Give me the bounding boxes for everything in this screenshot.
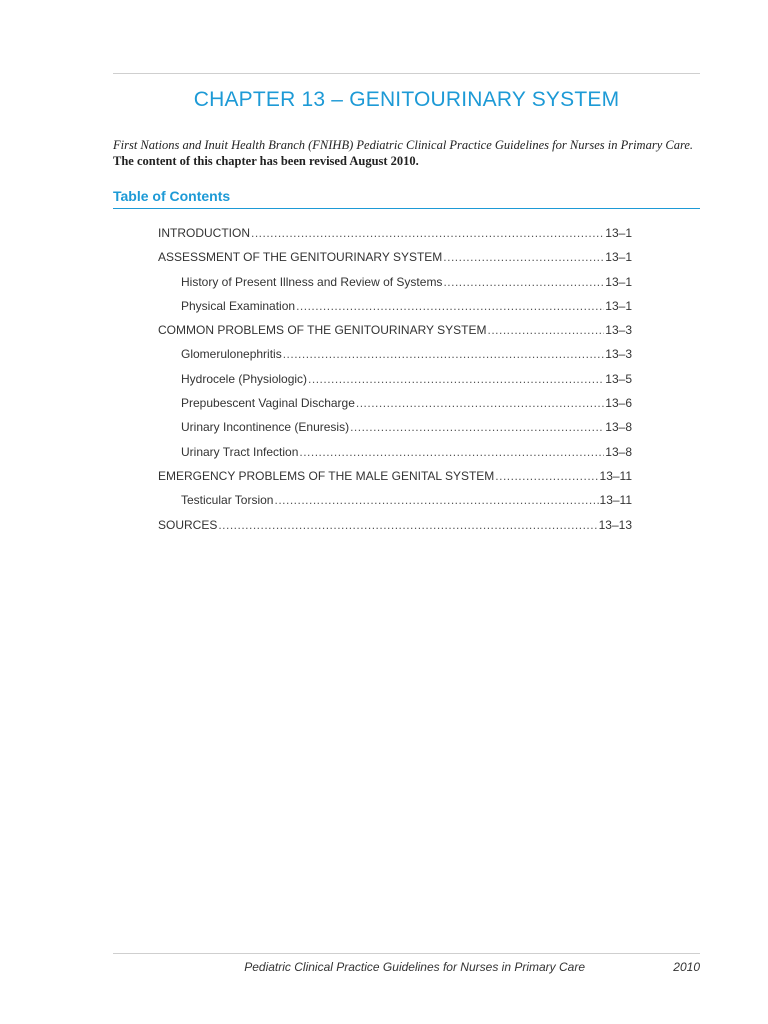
dot-leader xyxy=(218,518,597,532)
revision-line: The content of this chapter has been revised August 2010. xyxy=(113,154,419,168)
toc-entry-page: 13–8 xyxy=(605,444,632,459)
dot-leader xyxy=(308,372,604,386)
toc-entry-physical-examination[interactable] xyxy=(158,299,632,323)
chapter-intro xyxy=(113,137,713,169)
toc-entry-page: 13–3 xyxy=(605,323,632,338)
footer-year: 2010 xyxy=(673,960,700,974)
toc-entry-page: 13–13 xyxy=(598,517,632,532)
dot-leader xyxy=(495,469,598,483)
dot-leader xyxy=(274,493,598,507)
toc-entry-label: Hydrocele (Physiologic) xyxy=(181,371,308,386)
toc-entry-label: Testicular Torsion xyxy=(181,493,274,508)
dot-leader xyxy=(299,445,604,459)
toc-entry-glomerulonephritis[interactable] xyxy=(158,347,632,371)
toc-entry-label: ASSESSMENT OF THE GENITOURINARY SYSTEM xyxy=(158,250,443,265)
dot-leader xyxy=(350,420,604,434)
toc-entry-testicular-torsion[interactable] xyxy=(158,493,632,517)
toc-entry-label: Urinary Tract Infection xyxy=(181,444,299,459)
toc-entry-label: Prepubescent Vaginal Discharge xyxy=(181,396,355,411)
toc-entry-page: 13–11 xyxy=(599,468,632,483)
toc-entry-label: Glomerulonephritis xyxy=(181,347,282,362)
dot-leader xyxy=(443,275,604,289)
dot-leader xyxy=(251,226,604,240)
toc-entry-assessment[interactable] xyxy=(158,250,632,274)
toc-entry-common-problems[interactable] xyxy=(158,323,632,347)
source-line: First Nations and Inuit Health Branch (FNIHB) Pediatric Clinical Practice Guidelines for Nurses in Primary Care. xyxy=(113,138,694,152)
toc-entry-page: 13–1 xyxy=(605,274,632,289)
toc-entry-label: INTRODUCTION xyxy=(158,226,250,240)
toc-entry-vaginal-discharge[interactable] xyxy=(158,396,632,420)
toc-entry-label: Urinary Incontinence (Enuresis) xyxy=(181,420,350,435)
dot-leader xyxy=(296,299,604,313)
toc-heading: Table of Contents xyxy=(113,188,231,204)
footer-title: Pediatric Clinical Practice Guidelines for Nurses in Primary Care xyxy=(244,960,585,974)
toc-entry-urinary-tract-infection[interactable] xyxy=(158,445,632,469)
top-divider xyxy=(113,73,700,74)
toc-entry-page: 13–1 xyxy=(605,250,632,265)
toc-entry-page: 13–5 xyxy=(605,371,632,386)
toc-entry-label: EMERGENCY PROBLEMS OF THE MALE GENITAL SYSTEM xyxy=(158,468,495,483)
toc-entry-page: 13–1 xyxy=(605,298,632,313)
toc-entry-label: Physical Examination xyxy=(181,298,296,313)
toc-entry-page: 13–8 xyxy=(605,420,632,435)
toc-entry-label: SOURCES xyxy=(158,517,218,532)
table-of-contents xyxy=(158,226,632,542)
toc-entry-history[interactable] xyxy=(158,275,632,299)
toc-entry-hydrocele[interactable] xyxy=(158,372,632,396)
dot-leader xyxy=(283,347,605,361)
dot-leader xyxy=(443,250,604,264)
toc-entry-sources[interactable] xyxy=(158,518,632,542)
toc-entry-introduction[interactable] xyxy=(158,226,632,250)
toc-divider xyxy=(113,208,700,209)
toc-entry-urinary-incontinence[interactable] xyxy=(158,420,632,444)
chapter-title: CHAPTER 13 – GENITOURINARY SYSTEM xyxy=(193,88,620,111)
toc-entry-page: 13–6 xyxy=(605,396,632,411)
toc-entry-label: COMMON PROBLEMS OF THE GENITOURINARY SYSTEM xyxy=(158,323,487,338)
dot-leader xyxy=(356,396,604,410)
toc-entry-emergency-problems[interactable] xyxy=(158,469,632,493)
toc-entry-page: 13–1 xyxy=(605,226,632,240)
toc-entry-page: 13–11 xyxy=(599,493,632,508)
toc-entry-page: 13–3 xyxy=(605,347,632,362)
toc-entry-label: History of Present Illness and Review of Systems xyxy=(181,274,443,289)
dot-leader xyxy=(488,323,605,337)
footer-divider xyxy=(113,953,700,954)
